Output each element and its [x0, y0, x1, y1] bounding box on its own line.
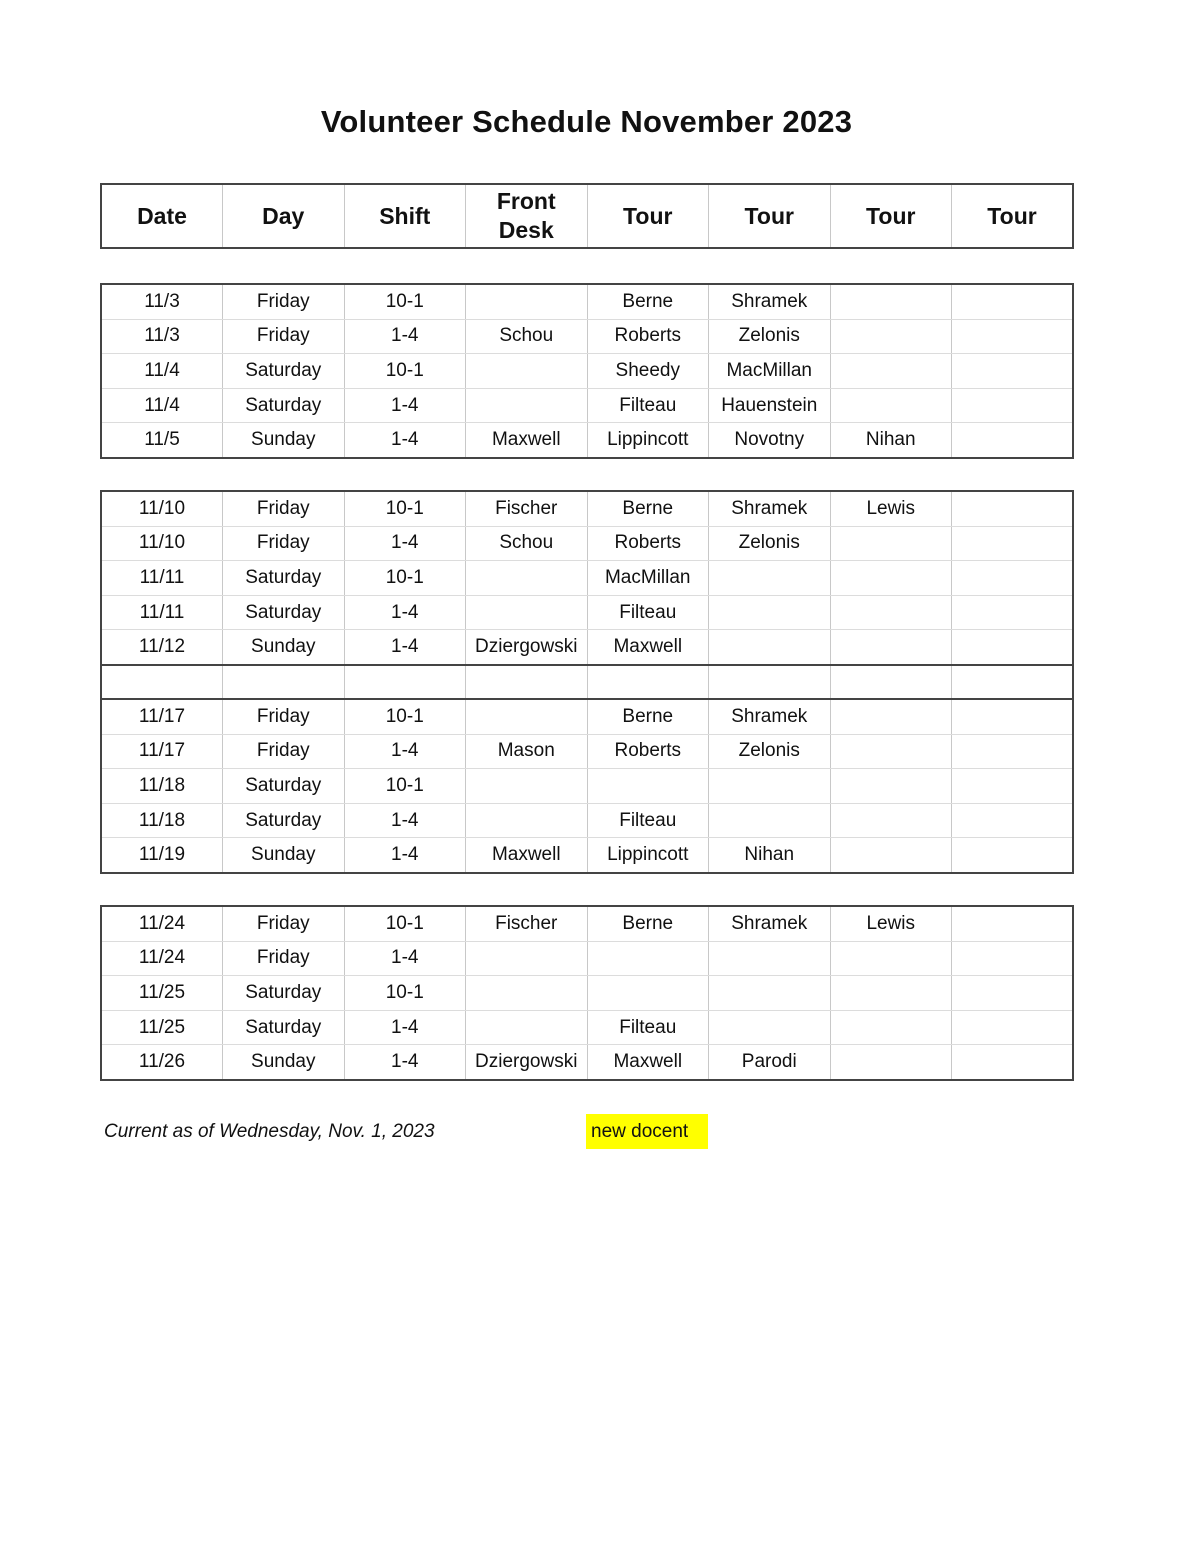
schedule-cell: 1-4	[344, 423, 466, 458]
schedule-cell: 11/3	[101, 319, 223, 354]
schedule-cell: 11/10	[101, 526, 223, 561]
schedule-cell	[830, 526, 952, 561]
schedule-row	[101, 734, 1073, 769]
schedule-cell: 10-1	[344, 561, 466, 596]
schedule-cell	[466, 1010, 588, 1045]
week-4-table	[100, 905, 1074, 1081]
schedule-cell: Roberts	[587, 734, 709, 769]
schedule-cell: 10-1	[344, 491, 466, 526]
schedule-cell: MacMillan	[587, 561, 709, 596]
schedule-cell: 10-1	[344, 354, 466, 389]
schedule-cell	[952, 354, 1074, 389]
schedule-row	[101, 1045, 1073, 1080]
schedule-cell: Berne	[587, 699, 709, 734]
schedule-cell	[709, 595, 831, 630]
schedule-cell	[952, 284, 1074, 319]
schedule-cell: Friday	[223, 734, 345, 769]
schedule-cell: Shramek	[709, 491, 831, 526]
schedule-cell	[830, 1010, 952, 1045]
schedule-cell	[466, 388, 588, 423]
schedule-cell: Friday	[223, 526, 345, 561]
schedule-cell: 11/4	[101, 388, 223, 423]
schedule-cell	[466, 803, 588, 838]
header-shift: Shift	[344, 184, 466, 248]
schedule-cell: Schou	[466, 526, 588, 561]
schedule-cell	[587, 769, 709, 804]
schedule-cell	[709, 630, 831, 665]
schedule-cell	[709, 561, 831, 596]
schedule-cell	[830, 388, 952, 423]
empty-cell	[830, 665, 952, 699]
schedule-cell: Maxwell	[587, 630, 709, 665]
schedule-cell: Nihan	[830, 423, 952, 458]
schedule-cell	[830, 630, 952, 665]
schedule-cell: Parodi	[709, 1045, 831, 1080]
schedule-cell	[952, 526, 1074, 561]
schedule-cell	[830, 941, 952, 976]
schedule-cell: 11/5	[101, 423, 223, 458]
schedule-cell: Friday	[223, 491, 345, 526]
schedule-cell: Filteau	[587, 595, 709, 630]
schedule-cell	[709, 769, 831, 804]
schedule-cell: Saturday	[223, 803, 345, 838]
schedule-cell: Novotny	[709, 423, 831, 458]
schedule-cell	[952, 769, 1074, 804]
schedule-cell: Zelonis	[709, 319, 831, 354]
schedule-cell: 10-1	[344, 906, 466, 941]
schedule-row	[101, 526, 1073, 561]
schedule-cell	[830, 803, 952, 838]
schedule-cell	[952, 491, 1074, 526]
schedule-cell	[466, 561, 588, 596]
schedule-cell	[952, 699, 1074, 734]
schedule-cell: 10-1	[344, 699, 466, 734]
empty-cell	[344, 665, 466, 699]
schedule-cell: Dziergowski	[466, 630, 588, 665]
schedule-cell: 1-4	[344, 526, 466, 561]
schedule-row	[101, 423, 1073, 458]
schedule-cell: Filteau	[587, 1010, 709, 1045]
schedule-cell: Shramek	[709, 284, 831, 319]
schedule-cell	[466, 976, 588, 1011]
schedule-cell: Zelonis	[709, 734, 831, 769]
schedule-cell	[952, 561, 1074, 596]
schedule-cell: 11/24	[101, 941, 223, 976]
schedule-cell: 1-4	[344, 388, 466, 423]
schedule-header	[100, 183, 1074, 249]
schedule-cell: Schou	[466, 319, 588, 354]
schedule-cell	[830, 284, 952, 319]
header-tour-4: Tour	[987, 202, 1037, 229]
schedule-cell	[830, 769, 952, 804]
schedule-cell	[830, 976, 952, 1011]
schedule-cell: Friday	[223, 699, 345, 734]
schedule-cell	[952, 388, 1074, 423]
schedule-cell	[952, 906, 1074, 941]
schedule-row	[101, 388, 1073, 423]
schedule-cell: Fischer	[466, 491, 588, 526]
schedule-cell: Roberts	[587, 526, 709, 561]
schedule-cell: Zelonis	[709, 526, 831, 561]
schedule-cell: 11/10	[101, 491, 223, 526]
empty-cell	[587, 665, 709, 699]
schedule-cell: 11/12	[101, 630, 223, 665]
header-row	[101, 184, 1073, 248]
schedule-cell: Friday	[223, 906, 345, 941]
empty-cell	[952, 665, 1074, 699]
schedule-row	[101, 284, 1073, 319]
schedule-cell: 11/26	[101, 1045, 223, 1080]
schedule-cell: 11/18	[101, 803, 223, 838]
schedule-cell: 10-1	[344, 976, 466, 1011]
schedule-cell: Lewis	[830, 491, 952, 526]
empty-separator-row	[101, 665, 1073, 699]
schedule-cell: Sunday	[223, 423, 345, 458]
schedule-cell	[952, 976, 1074, 1011]
schedule-cell	[952, 838, 1074, 873]
schedule-row	[101, 630, 1073, 665]
schedule-cell	[587, 976, 709, 1011]
schedule-cell: Saturday	[223, 769, 345, 804]
schedule-cell	[952, 595, 1074, 630]
schedule-row	[101, 906, 1073, 941]
schedule-cell: 1-4	[344, 595, 466, 630]
week-1-table	[100, 283, 1074, 459]
schedule-cell: 11/17	[101, 734, 223, 769]
schedule-cell: Maxwell	[466, 423, 588, 458]
week-2-3-table	[100, 490, 1074, 874]
schedule-row	[101, 595, 1073, 630]
empty-cell	[709, 665, 831, 699]
schedule-cell	[709, 1010, 831, 1045]
schedule-cell: Berne	[587, 906, 709, 941]
schedule-cell: Sunday	[223, 838, 345, 873]
schedule-cell	[830, 561, 952, 596]
schedule-row	[101, 769, 1073, 804]
schedule-cell: 11/17	[101, 699, 223, 734]
current-as-of-note: Current as of Wednesday, Nov. 1, 2023	[104, 1121, 435, 1142]
schedule-cell: Shramek	[709, 906, 831, 941]
schedule-cell: Saturday	[223, 561, 345, 596]
schedule-cell: 11/3	[101, 284, 223, 319]
schedule-cell: Filteau	[587, 803, 709, 838]
header-date: Date	[101, 184, 223, 248]
schedule-cell	[830, 699, 952, 734]
schedule-row	[101, 941, 1073, 976]
schedule-cell: Maxwell	[466, 838, 588, 873]
schedule-cell: 11/4	[101, 354, 223, 389]
schedule-cell: Dziergowski	[466, 1045, 588, 1080]
schedule-cell	[952, 1045, 1074, 1080]
schedule-cell: Berne	[587, 491, 709, 526]
schedule-cell: Friday	[223, 941, 345, 976]
schedule-cell	[830, 734, 952, 769]
schedule-cell: Nihan	[709, 838, 831, 873]
header-day: Day	[223, 184, 345, 248]
empty-cell	[101, 665, 223, 699]
schedule-cell: 11/11	[101, 595, 223, 630]
schedule-row	[101, 699, 1073, 734]
schedule-cell: 10-1	[344, 769, 466, 804]
schedule-cell: 1-4	[344, 803, 466, 838]
schedule-cell	[952, 803, 1074, 838]
schedule-cell: Lewis	[830, 906, 952, 941]
schedule-row	[101, 838, 1073, 873]
schedule-cell	[952, 319, 1074, 354]
schedule-cell: Saturday	[223, 388, 345, 423]
schedule-cell	[952, 734, 1074, 769]
schedule-cell: Shramek	[709, 699, 831, 734]
schedule-cell	[466, 284, 588, 319]
empty-cell	[466, 665, 588, 699]
schedule-cell	[952, 941, 1074, 976]
schedule-cell	[830, 319, 952, 354]
schedule-cell: 11/25	[101, 976, 223, 1011]
schedule-cell	[830, 1045, 952, 1080]
schedule-cell	[830, 838, 952, 873]
schedule-cell: 11/18	[101, 769, 223, 804]
schedule-cell: 1-4	[344, 1010, 466, 1045]
schedule-row	[101, 354, 1073, 389]
header-tour-1: Tour	[587, 184, 709, 248]
schedule-cell: 1-4	[344, 319, 466, 354]
schedule-cell: Friday	[223, 319, 345, 354]
schedule-cell: 1-4	[344, 941, 466, 976]
schedule-cell: 1-4	[344, 734, 466, 769]
schedule-cell: Sunday	[223, 1045, 345, 1080]
schedule-cell	[466, 354, 588, 389]
schedule-cell: Friday	[223, 284, 345, 319]
header-tour-2: Tour	[709, 184, 831, 248]
schedule-cell	[587, 941, 709, 976]
schedule-cell: Saturday	[223, 595, 345, 630]
schedule-cell: Maxwell	[587, 1045, 709, 1080]
schedule-cell	[466, 595, 588, 630]
schedule-cell: Saturday	[223, 354, 345, 389]
schedule-cell	[466, 941, 588, 976]
schedule-cell	[952, 423, 1074, 458]
schedule-cell: Mason	[466, 734, 588, 769]
schedule-cell: 1-4	[344, 630, 466, 665]
schedule-row	[101, 561, 1073, 596]
schedule-cell: 11/24	[101, 906, 223, 941]
page-title: Volunteer Schedule November 2023	[320, 104, 853, 139]
schedule-cell	[830, 595, 952, 630]
schedule-row	[101, 803, 1073, 838]
schedule-cell: 11/25	[101, 1010, 223, 1045]
schedule-cell	[952, 1010, 1074, 1045]
schedule-cell: Saturday	[223, 1010, 345, 1045]
schedule-row	[101, 976, 1073, 1011]
schedule-cell: 1-4	[344, 838, 466, 873]
schedule-cell	[709, 941, 831, 976]
schedule-cell: Saturday	[223, 976, 345, 1011]
schedule-row	[101, 319, 1073, 354]
schedule-row	[101, 491, 1073, 526]
schedule-cell: 1-4	[344, 1045, 466, 1080]
schedule-cell	[952, 630, 1074, 665]
schedule-cell	[709, 976, 831, 1011]
schedule-cell	[709, 803, 831, 838]
schedule-cell	[830, 354, 952, 389]
schedule-cell: Sunday	[223, 630, 345, 665]
header-tour-3: Tour	[830, 184, 952, 248]
schedule-cell: MacMillan	[709, 354, 831, 389]
schedule-cell: Berne	[587, 284, 709, 319]
header-front-desk: Front Desk	[466, 184, 588, 248]
empty-cell	[223, 665, 345, 699]
schedule-cell: 11/19	[101, 838, 223, 873]
schedule-cell: Lippincott	[587, 838, 709, 873]
schedule-cell	[466, 699, 588, 734]
schedule-row	[101, 1010, 1073, 1045]
schedule-cell: Roberts	[587, 319, 709, 354]
schedule-cell: Hauenstein	[709, 388, 831, 423]
schedule-cell: Fischer	[466, 906, 588, 941]
schedule-cell: Sheedy	[587, 354, 709, 389]
schedule-cell	[466, 769, 588, 804]
week-2-rows	[101, 491, 1073, 873]
schedule-cell: Lippincott	[587, 423, 709, 458]
schedule-cell: 10-1	[344, 284, 466, 319]
schedule-cell: Filteau	[587, 388, 709, 423]
new-docent-legend: new docent	[586, 1114, 708, 1149]
schedule-cell: 11/11	[101, 561, 223, 596]
